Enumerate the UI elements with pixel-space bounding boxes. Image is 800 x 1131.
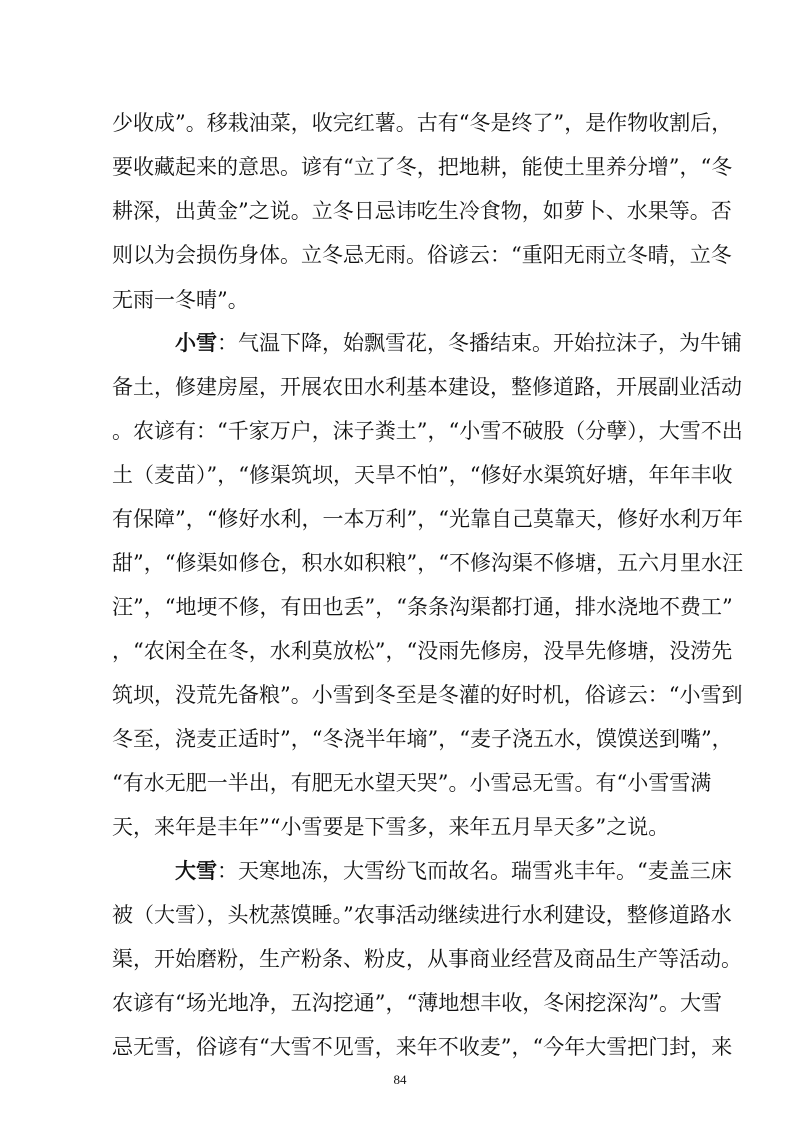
text-line: ，“农闲全在冬，水利莫放松”，“没雨先修房，没旱先修塘，没涝先 (112, 639, 733, 663)
text-line: 。农谚有：“千家万户，沫子粪土”，“小雪不破股（分孽），大雪不出 (112, 419, 743, 443)
text-line: 被（大雪），头枕蒸馍睡。”农事活动继续进行水利建设，整修道路水 (112, 903, 732, 927)
text-line: 备土，修建房屋，开展农田水利基本建设，整修道路，开展副业活动 (112, 375, 742, 399)
text-line: 少收成”。移栽油菜，收完红薯。古有“冬是终了”，是作物收割后， (112, 111, 733, 135)
text-segment: ：气温下降，始飘雪花，冬播结束。开始拉沫子，为牛铺 (217, 331, 742, 355)
text-line: 汪”，“地埂不修，有田也丢”，“条条沟渠都打通，排水浇地不费工” (112, 595, 733, 619)
text-line: 农谚有“场光地净，五沟挖通”，“薄地想丰收，冬闲挖深沟”。大雪 (112, 991, 722, 1015)
text-line: 天，来年是丰年”“小雪要是下雪多，来年五月旱天多”之说。 (112, 815, 670, 839)
solar-term-heading: 大雪 (175, 858, 217, 883)
paragraph-first-line (175, 858, 732, 884)
text-line: “有水无肥一半出，有肥无水望天哭”。小雪忌无雪。有“小雪雪满 (112, 771, 712, 795)
text-line: 甜”，“修渠如修仓，积水如积粮”，“不修沟渠不修塘，五六月里水汪 (112, 551, 743, 575)
paragraph-first-line (175, 330, 742, 356)
text-line: 无雨一冬晴”。 (112, 288, 249, 312)
text-line: 冬至，浇麦正适时”，“冬浇半年墒”，“麦子浇五水，馍馍送到嘴”， (112, 727, 733, 751)
text-line: 耕深，出黄金”之说。立冬日忌讳吃生冷食物，如萝卜、水果等。否 (112, 199, 732, 223)
solar-term-heading: 小雪 (175, 330, 217, 355)
text-line: 忌无雪，俗谚有“大雪不见雪，来年不收麦”，“今年大雪把门封，来 (112, 1035, 733, 1059)
text-segment: ：天寒地冻，大雪纷飞而故名。瑞雪兆丰年。“麦盖三床 (217, 859, 732, 883)
text-line: 筑坝，没荒先备粮”。小雪到冬至是冬灌的好时机，俗谚云：“小雪到 (112, 683, 743, 707)
text-line: 要收藏起来的意思。谚有“立了冬，把地耕，能使土里养分增”，“冬 (112, 155, 733, 179)
text-line: 则以为会损伤身体。立冬忌无雨。俗谚云：“重阳无雨立冬晴，立冬 (112, 243, 732, 267)
text-line: 土（麦苗）”，“修渠筑坝，天旱不怕”，“修好水渠筑好塘，年年丰收 (112, 463, 733, 487)
text-line: 渠，开始磨粉，生产粉条、粉皮，从事商业经营及商品生产等活动。 (112, 947, 742, 971)
text-line: 有保障”，“修好水利，一本万利”，“光靠自己莫靠天，修好水利万年 (112, 507, 743, 531)
page-number: 84 (393, 1072, 407, 1087)
